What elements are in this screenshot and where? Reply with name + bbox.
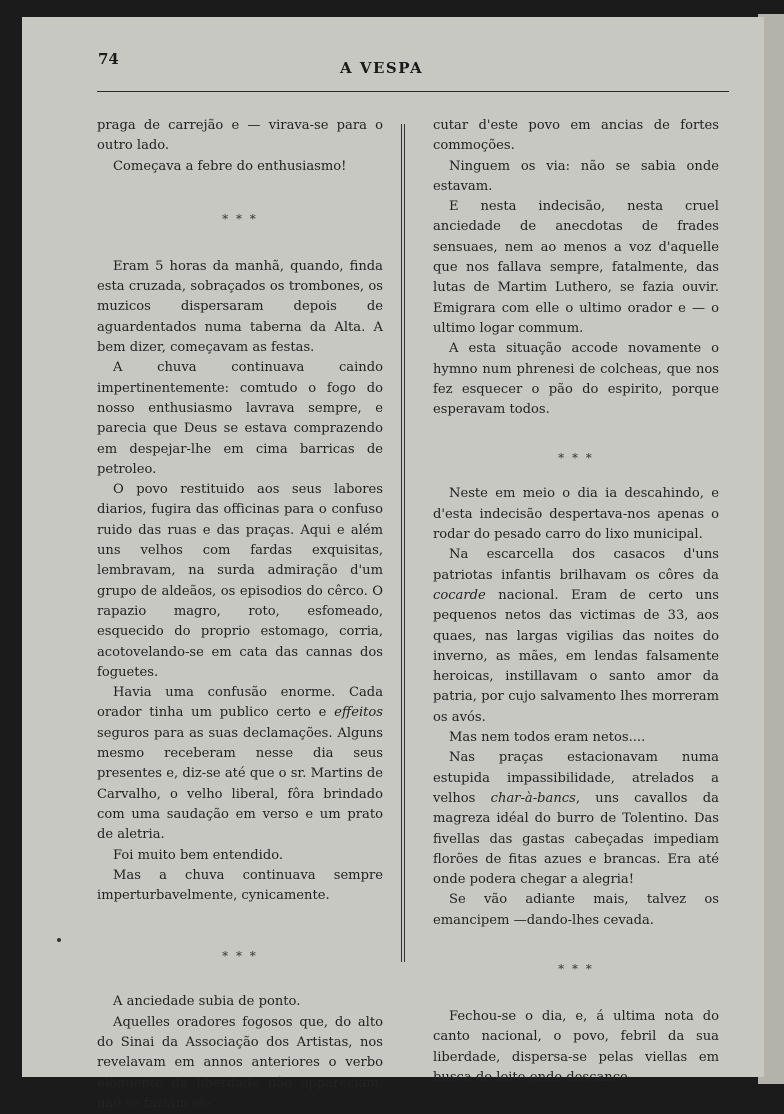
paragraph: Foi muito bem entendido. (113, 847, 284, 863)
column-rule (404, 124, 405, 962)
left-column (97, 116, 383, 1114)
ink-dot (57, 938, 61, 942)
column-rule (401, 124, 402, 962)
paragraph: cutar d'este povo em ancias de fortes commoções. (433, 118, 719, 154)
paragraph: Neste em meio o dia ia descahindo, e d'esta indecisão despertava-nos apenas o rodar do pesado carro do lixo municipal. (433, 486, 719, 543)
emphasis: effeitos (334, 705, 383, 721)
paragraph: Se vão adiante mais, talvez os emancipem —dando-lhes cevada. (433, 892, 719, 928)
paragraph: Aquelles oradores fogosos que, do alto do Sinai da Associação dos Artistas, nos revelavam em annos anteriores o verbo eloquente da liberdade não appareciam, não se faziam es- (97, 1014, 383, 1111)
right-column (433, 116, 719, 1088)
paragraph: praga de carrejão e — virava-se para o outro lado. (97, 118, 383, 154)
paragraph-text: Na escarcella dos casacos d'uns patriotas infantis brilhavam os côres da (433, 547, 719, 583)
paragraph: A anciedade subia de ponto. (113, 994, 301, 1010)
page-number: 74 (98, 50, 119, 68)
paragraph-text: , uns cavallos da magreza idéal do burro de Tolentino. Das fivellas das gastas cabeçadas impediam florões de fitas azues e brancas. Era até onde podera chegar a alegria! (433, 790, 719, 888)
paragraph (433, 545, 719, 728)
paragraph-text: Nas praças estacionavam numa estupida impassibilidade, atrelados a velhos (433, 750, 719, 806)
header-rule (97, 91, 729, 92)
paragraph (433, 748, 719, 890)
paragraph: Mas a chuva continuava sempre imperturbavelmente, cynicamente. (97, 867, 383, 904)
paragraph: Fechou-se o dia, e, á ultima nota do canto nacional, o povo, febril da sua liberdade, dispersa-se pelas viellas em busca do leito onde descance. (433, 1008, 719, 1085)
paragraph: Mas nem todos eram netos.... (449, 730, 646, 746)
section-separator: * * * (222, 211, 258, 226)
paragraph: O povo restituido aos seus labores diarios, fugira das officinas para o confuso ruido das ruas e das praças. Aqui e além uns velhos com fardas exquisitas, lembravam, na surda admiração d'um grupo de aldeãos, os episodios do cêrco. O rapazio magro, roto, esfomeado, esquecido do proprio estomago, corria, acotovelando-se em cata das cannas dos foguetes. (97, 482, 383, 680)
paragraph: Começava a febre do enthusiasmo! (113, 158, 347, 174)
emphasis: char-à-bancs (490, 790, 576, 806)
paragraph-text: nacional. Eram de certo uns pequenos netos das victimas de 33, aos quaes, nas largas vigilias das noites do inverno, as mães, em lendas falsamente heroicas, instillavam o santo amor da patria, por cujo salvamento lhes morreram os avós. (433, 587, 719, 725)
paragraph: Eram 5 horas da manhã, quando, finda esta cruzada, sobraçados os trombones, os muzicos dispersaram depois de aguardentados numa taberna da Alta. A bem dizer, começavam as festas. (97, 258, 383, 356)
paragraph-text: seguros para as suas declamações. Alguns mesmo receberam nesse dia seus presentes e, diz-se até que o sr. Martins de Carvalho, o velho liberal, fôra brindado com uma saudação em verso e um prato de aletria. (97, 725, 383, 843)
section-separator: * * * (558, 961, 594, 976)
paragraph: A esta situação accode novamente o hymno num phrenesi de colcheas, que nos fez esquecer o pão do espirito, porque esperavam todos. (433, 341, 719, 418)
section-separator: * * * (558, 451, 594, 466)
paragraph: A chuva continuava caindo impertinentemente: comtudo o fogo do nosso enthusiasmo lavrava sempre, e parecia que Deus se estava comprazendo em despejar-lhe em cima barricas de petroleo. (97, 360, 383, 477)
paragraph: E nesta indecisão, nesta cruel anciedade de anecdotas de frades sensuaes, nem ao menos a voz d'aquelle que nos fallava sempre, fatalmente, das lutas de Martim Luthero, se fazia ouvir. Emigrara com elle o ultimo orador e — o ultimo logar commum. (433, 199, 719, 336)
paragraph-text: Havia uma confusão enorme. Cada orador tinha um publico certo e (97, 685, 383, 721)
running-title: A VESPA (340, 59, 424, 77)
paragraph: Ninguem os via: não se sabia onde estavam. (433, 158, 719, 194)
paragraph (97, 683, 383, 845)
emphasis: cocarde (433, 587, 486, 603)
section-separator: * * * (222, 949, 258, 964)
